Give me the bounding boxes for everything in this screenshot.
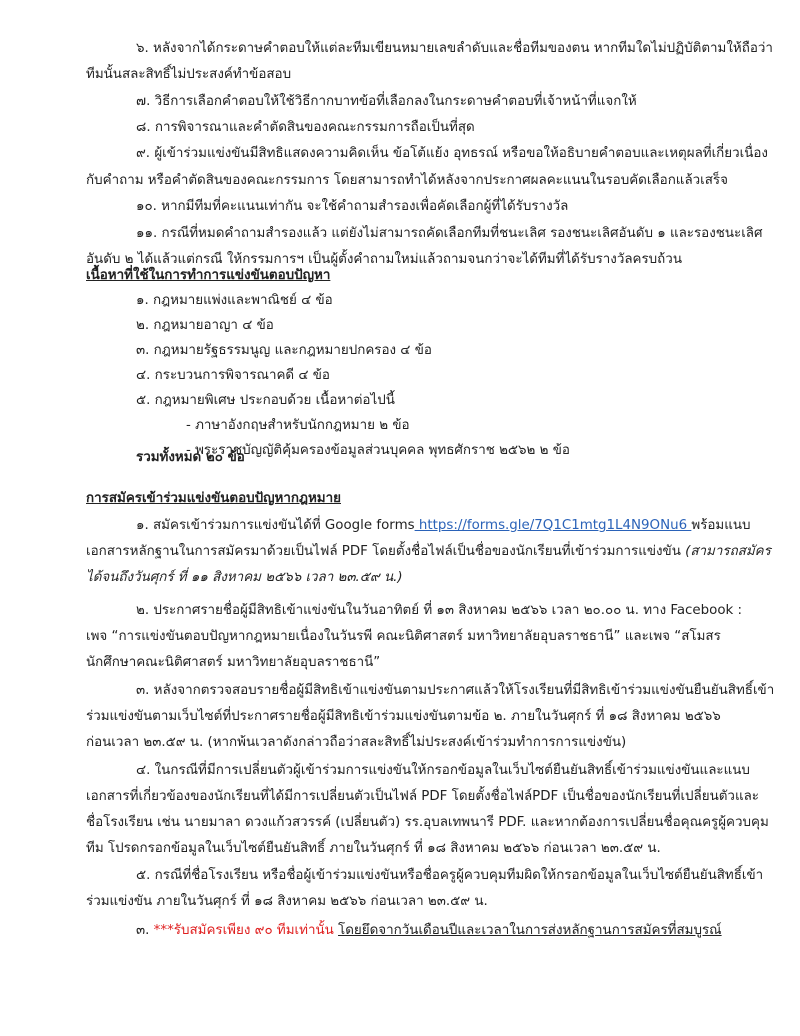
google-forms-link[interactable]: https://forms.gle/7Q1C1mtg1L4N9ONu6 [414, 518, 692, 533]
content-item-5: ๕. กฎหมายพิเศษ ประกอบด้วย เนื้อหาต่อไปนี้ [136, 393, 395, 408]
step-1-text: เอกสารหลักฐานในการสมัครมาด้วยเป็นไฟล์ PDF โดยตั้งชื่อไฟล์เป็นชื่อของนักเรียนที่เข้าร่วมการแข่งขัน [86, 544, 686, 559]
registration-step-3-line-3: ก่อนเวลา ๒๓.๕๙ น. (หากพ้นเวลาดังกล่าวถือว่าสละสิทธิ์ไม่ประสงค์เข้าร่วมทำการการแข่งขัน) [86, 735, 627, 750]
registration-step-2-line-1: ๒. ประกาศรายชื่อผู้มีสิทธิเข้าแข่งขันในวันอาทิตย์ ที่ ๑๓ สิงหาคม ๒๕๖๖ เวลา ๒๐.๐๐ น. ทาง Facebook : [136, 603, 743, 618]
registration-step-3-line-1: ๓. หลังจากตรวจสอบรายชื่อผู้มีสิทธิเข้าแข่งขันตามประกาศแล้วให้โรงเรียนที่มีสิทธิเข้าร่วมแข่งขันยืนยันสิทธิ์เข้า [136, 683, 775, 698]
content-item-3: ๓. กฎหมายรัฐธรรมนูญ และกฎหมายปกครอง ๔ ข้อ [136, 343, 432, 358]
registration-step-4-line-1: ๔. ในกรณีที่มีการเปลี่ยนตัวผู้เข้าร่วมการแข่งขันให้กรอกข้อมูลในเว็บไซต์ยืนยันสิทธิ์เข้าร่วมแข่งขันและแนบ [136, 763, 750, 778]
rule-8: ๘. การพิจารณาและคำตัดสินของคณะกรรมการถือเป็นที่สุด [136, 120, 475, 135]
rule-10: ๑๐. หากมีทีมที่คะแนนเท่ากัน จะใช้คำถามสำรองเพื่อคัดเลือกผู้ที่ได้รับรางวัล [136, 199, 569, 214]
content-subitem-2: - พระราชบัญญัติคุ้มครองข้อมูลส่วนบุคคล พุทธศักราช ๒๕๖๒ ๒ ข้อ [186, 443, 570, 458]
registration-step-1-line-3: ได้จนถึงวันศุกร์ ที่ ๑๑ สิงหาคม ๒๕๖๖ เวลา ๒๓.๕๙ น.) [86, 570, 403, 585]
registration-step-4-line-4: ทีม โปรดกรอกข้อมูลในเว็บไซต์ยืนยันสิทธิ์ ภายในวันศุกร์ ที่ ๑๘ สิงหาคม ๒๕๖๖ ก่อนเวลา ๒๓.๕๙ น. [86, 841, 661, 856]
content-subitem-1: - ภาษาอังกฤษสำหรับนักกฎหมาย ๒ ข้อ [186, 418, 410, 433]
registration-step-1-line-1 [136, 517, 751, 535]
registration-step-5-line-2: ร่วมแข่งขัน ภายในวันศุกร์ ที่ ๑๘ สิงหาคม ๒๕๖๖ ก่อนเวลา ๒๓.๕๙ น. [86, 894, 488, 909]
rule-11-line-1: ๑๑. กรณีที่หมดคำถามสำรองแล้ว แต่ยังไม่สามารถคัดเลือกทีมที่ชนะเลิศ รองชนะเลิศอันดับ ๑ และรองชนะเลิศ [136, 226, 763, 241]
submission-order-note: โดยยึดจากวันเดือนปีและเวลาในการส่งหลักฐานการสมัครที่สมบูรณ์ [338, 923, 722, 938]
content-item-4: ๔. กระบวนการพิจารณาคดี ๔ ข้อ [136, 368, 330, 383]
note-number: ๓. [136, 923, 154, 938]
registration-step-1-line-2 [86, 543, 771, 561]
step-1-prefix: ๑. สมัครเข้าร่วมการแข่งขันได้ที่ Google forms [136, 518, 415, 533]
rule-6-line-1: ๖. หลังจากได้กระดาษคำตอบให้แต่ละทีมเขียนหมายเลขลำดับและชื่อทีมของตน หากทีมใดไม่ปฏิบัติตามให้ถือว่า [136, 41, 773, 56]
registration-limit-note [136, 922, 722, 940]
registration-step-2-line-3: นักศึกษาคณะนิติศาสตร์ มหาวิทยาลัยอุบลราชธานี” [86, 655, 381, 670]
registration-step-2-line-2: เพจ “การแข่งขันตอบปัญหากฎหมายเนื่องในวันรพี คณะนิติศาสตร์ มหาวิทยาลัยอุบลราชธานี” และเพจ “สโมสร [86, 629, 721, 644]
content-item-1: ๑. กฎหมายแพ่งและพาณิชย์ ๔ ข้อ [136, 293, 333, 308]
rule-9-line-1: ๙. ผู้เข้าร่วมแข่งขันมีสิทธิแสดงความคิดเห็น ข้อโต้แย้ง อุทธรณ์ หรือขอให้อธิบายคำตอบและเหตุผลที่เกี่ยวเนื่อง [136, 146, 768, 161]
step-1-deadline-start: (สามารถสมัคร [685, 544, 771, 559]
registration-step-4-line-2: เอกสารที่เกี่ยวข้องของนักเรียนที่ได้มีการเปลี่ยนตัวเป็นไฟล์ PDF โดยตั้งชื่อไฟล์PDF เป็นชื่อของนักเรียนที่เปลี่ยนตัวและ [86, 789, 759, 804]
content-heading: เนื้อหาที่ใช้ในการทำการแข่งขันตอบปัญหา [86, 268, 331, 283]
rule-6-line-2: ทีมนั้นสละสิทธิ์ไม่ประสงค์ทำข้อสอบ [86, 67, 292, 82]
rule-9-line-2: กับคำถาม หรือคำตัดสินของคณะกรรมการ โดยสามารถทำได้หลังจากประกาศผลคะแนนในรอบคัดเลือกแล้วเสร็จ [86, 173, 728, 188]
registration-step-5-line-1: ๕. กรณีที่ชื่อโรงเรียน หรือชื่อผู้เข้าร่วมแข่งขันหรือชื่อครูผู้ควบคุมทีมผิดให้กรอกข้อมูลในเว็บไซต์ยืนยันสิทธิ์เข้า [136, 868, 764, 883]
rule-7: ๗. วิธีการเลือกคำตอบให้ใช้วิธีกากบาทข้อที่เลือกลงในกระดาษคำตอบที่เจ้าหน้าที่แจกให้ [136, 94, 637, 109]
step-1-suffix: พร้อมแนบ [691, 518, 751, 533]
content-total: รวมทั้งหมด ๒๐ ข้อ [136, 450, 245, 465]
registration-step-4-line-3: ชื่อโรงเรียน เช่น นายมาลา ดวงแก้วสวรรค์ (เปลี่ยนตัว) รร.อุบลเทพนารี PDF. และหากต้องการเปลี่ยนชื่อคุณครูผู้ควบคุม [86, 815, 769, 830]
registration-heading: การสมัครเข้าร่วมแข่งขันตอบปัญหากฎหมาย [86, 491, 341, 506]
content-item-2: ๒. กฎหมายอาญา ๔ ข้อ [136, 318, 274, 333]
registration-step-3-line-2: ร่วมแข่งขันตามเว็บไซต์ที่ประกาศรายชื่อผู้มีสิทธิเข้าร่วมแข่งขันตามข้อ ๒. ภายในวันศุกร์ ที่ ๑๘ สิงหาคม ๒๕๖๖ [86, 709, 721, 724]
team-limit-warning: ***รับสมัครเพียง ๙๐ ทีมเท่านั้น [153, 923, 334, 938]
rule-11-line-2: อันดับ ๒ ได้แล้วแต่กรณี ให้กรรมการฯ เป็นผู้ตั้งคำถามใหม่แล้วถามจนกว่าจะได้ทีมที่ได้รับรางวัลครบถ้วน [86, 252, 682, 267]
